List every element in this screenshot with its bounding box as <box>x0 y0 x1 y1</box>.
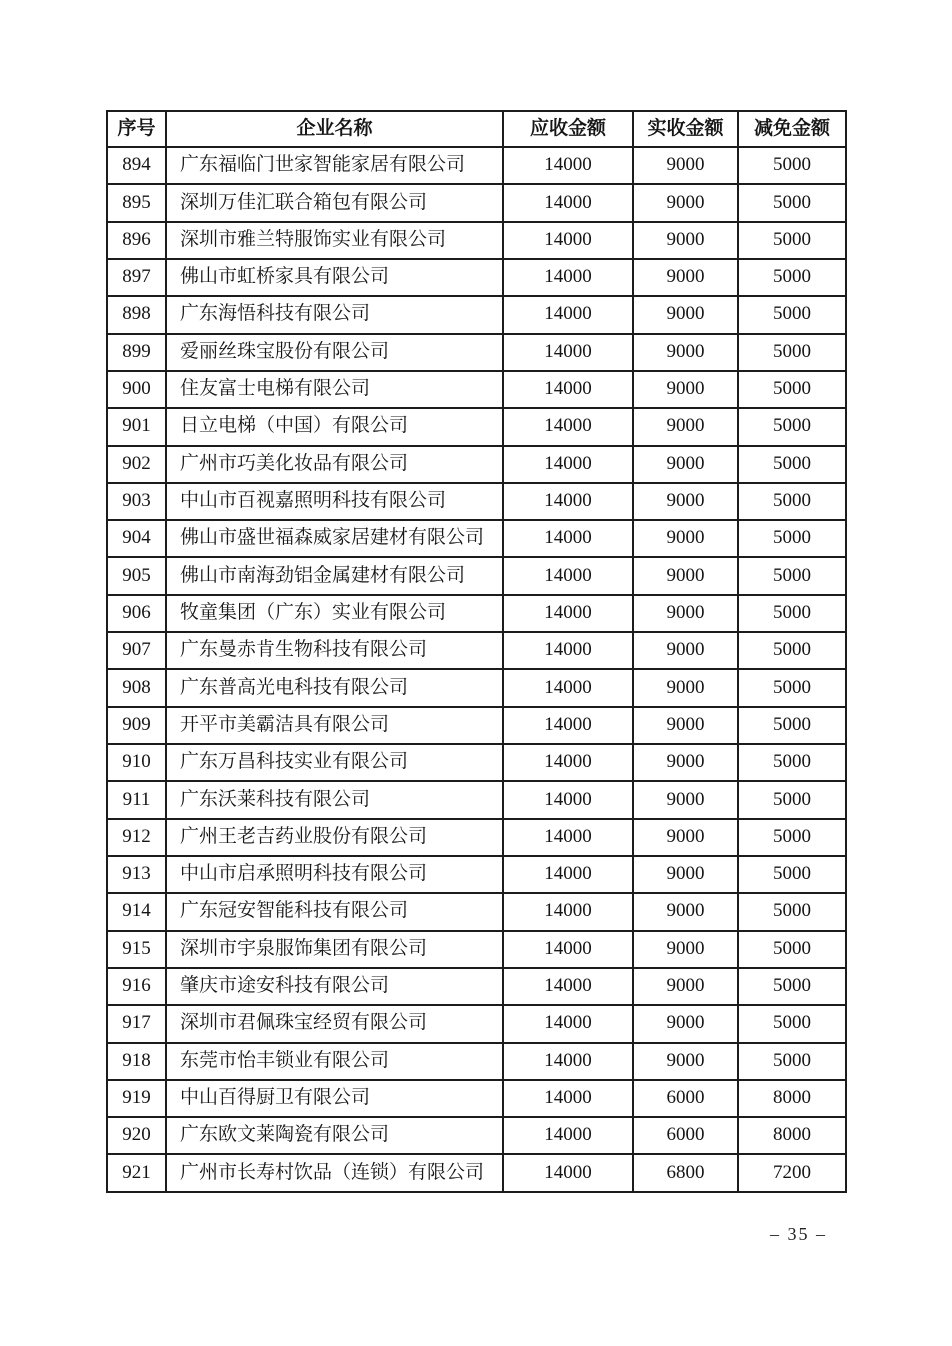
serial-number-cell: 916 <box>107 968 166 1005</box>
amount-received-cell: 9000 <box>633 669 738 706</box>
table-body <box>107 147 846 1192</box>
table-row <box>107 893 846 930</box>
amount-reduced-cell: 5000 <box>738 1005 846 1042</box>
amount-received-cell: 9000 <box>633 595 738 632</box>
company-name-cell: 深圳万佳汇联合箱包有限公司 <box>166 184 503 221</box>
company-name-cell: 深圳市君佩珠宝经贸有限公司 <box>166 1005 503 1042</box>
company-name-cell: 日立电梯（中国）有限公司 <box>166 408 503 445</box>
amount-received-cell: 6800 <box>633 1154 738 1192</box>
serial-number-cell: 902 <box>107 446 166 483</box>
amount-receivable-cell: 14000 <box>503 222 633 259</box>
col-header-company: 企业名称 <box>166 111 503 147</box>
amount-reduced-cell: 5000 <box>738 781 846 818</box>
amount-received-cell: 9000 <box>633 781 738 818</box>
company-name-cell: 深圳市雅兰特服饰实业有限公司 <box>166 222 503 259</box>
col-header-receivable: 应收金额 <box>503 111 633 147</box>
serial-number-cell: 908 <box>107 669 166 706</box>
amount-received-cell: 9000 <box>633 632 738 669</box>
table-row <box>107 557 846 594</box>
amount-reduced-cell: 5000 <box>738 707 846 744</box>
amount-received-cell: 9000 <box>633 968 738 1005</box>
serial-number-cell: 899 <box>107 334 166 371</box>
company-name-cell: 东莞市怡丰锁业有限公司 <box>166 1043 503 1080</box>
amount-reduced-cell: 5000 <box>738 371 846 408</box>
amount-received-cell: 9000 <box>633 371 738 408</box>
serial-number-cell: 918 <box>107 1043 166 1080</box>
table-row <box>107 819 846 856</box>
amount-reduced-cell: 5000 <box>738 334 846 371</box>
serial-number-cell: 921 <box>107 1154 166 1192</box>
amount-received-cell: 9000 <box>633 744 738 781</box>
amount-received-cell: 9000 <box>633 856 738 893</box>
serial-number-cell: 894 <box>107 147 166 184</box>
table-row <box>107 968 846 1005</box>
amount-receivable-cell: 14000 <box>503 632 633 669</box>
amount-received-cell: 9000 <box>633 184 738 221</box>
company-name-cell: 佛山市盛世福森威家居建材有限公司 <box>166 520 503 557</box>
table-row <box>107 931 846 968</box>
col-header-reduction: 减免金额 <box>738 111 846 147</box>
fee-reduction-table <box>106 110 847 1193</box>
serial-number-cell: 898 <box>107 296 166 333</box>
amount-receivable-cell: 14000 <box>503 669 633 706</box>
company-name-cell: 广东冠安智能科技有限公司 <box>166 893 503 930</box>
amount-receivable-cell: 14000 <box>503 1080 633 1117</box>
serial-number-cell: 915 <box>107 931 166 968</box>
table-row <box>107 632 846 669</box>
amount-receivable-cell: 14000 <box>503 1043 633 1080</box>
amount-receivable-cell: 14000 <box>503 520 633 557</box>
amount-reduced-cell: 5000 <box>738 819 846 856</box>
amount-reduced-cell: 8000 <box>738 1080 846 1117</box>
table-row <box>107 669 846 706</box>
table-row <box>107 446 846 483</box>
serial-number-cell: 909 <box>107 707 166 744</box>
company-name-cell: 广州市长寿村饮品（连锁）有限公司 <box>166 1154 503 1192</box>
col-header-received: 实收金额 <box>633 111 738 147</box>
amount-received-cell: 9000 <box>633 147 738 184</box>
serial-number-cell: 900 <box>107 371 166 408</box>
col-header-serial: 序号 <box>107 111 166 147</box>
amount-receivable-cell: 14000 <box>503 1005 633 1042</box>
amount-reduced-cell: 5000 <box>738 259 846 296</box>
amount-received-cell: 9000 <box>633 893 738 930</box>
amount-reduced-cell: 5000 <box>738 147 846 184</box>
table-row <box>107 744 846 781</box>
amount-reduced-cell: 5000 <box>738 893 846 930</box>
amount-reduced-cell: 5000 <box>738 931 846 968</box>
amount-reduced-cell: 5000 <box>738 296 846 333</box>
serial-number-cell: 901 <box>107 408 166 445</box>
company-name-cell: 佛山市虹桥家具有限公司 <box>166 259 503 296</box>
amount-received-cell: 9000 <box>633 707 738 744</box>
amount-received-cell: 9000 <box>633 408 738 445</box>
amount-reduced-cell: 5000 <box>738 483 846 520</box>
amount-received-cell: 9000 <box>633 1043 738 1080</box>
amount-received-cell: 9000 <box>633 1005 738 1042</box>
company-name-cell: 牧童集团（广东）实业有限公司 <box>166 595 503 632</box>
amount-receivable-cell: 14000 <box>503 147 633 184</box>
amount-received-cell: 9000 <box>633 259 738 296</box>
table-row <box>107 1005 846 1042</box>
company-name-cell: 广州市巧美化妆品有限公司 <box>166 446 503 483</box>
amount-received-cell: 9000 <box>633 222 738 259</box>
amount-receivable-cell: 14000 <box>503 781 633 818</box>
amount-receivable-cell: 14000 <box>503 334 633 371</box>
amount-receivable-cell: 14000 <box>503 184 633 221</box>
page-number: – 35 – <box>770 1224 827 1244</box>
amount-receivable-cell: 14000 <box>503 1154 633 1192</box>
amount-receivable-cell: 14000 <box>503 259 633 296</box>
amount-receivable-cell: 14000 <box>503 446 633 483</box>
table-row <box>107 147 846 184</box>
amount-receivable-cell: 14000 <box>503 1117 633 1154</box>
serial-number-cell: 905 <box>107 557 166 594</box>
amount-reduced-cell: 8000 <box>738 1117 846 1154</box>
amount-reduced-cell: 5000 <box>738 222 846 259</box>
table-row <box>107 259 846 296</box>
table-row <box>107 1080 846 1117</box>
amount-received-cell: 6000 <box>633 1080 738 1117</box>
serial-number-cell: 903 <box>107 483 166 520</box>
company-name-cell: 广东欧文莱陶瓷有限公司 <box>166 1117 503 1154</box>
table-row <box>107 781 846 818</box>
table-row <box>107 184 846 221</box>
company-name-cell: 广东曼赤肯生物科技有限公司 <box>166 632 503 669</box>
company-name-cell: 佛山市南海劲铝金属建材有限公司 <box>166 557 503 594</box>
amount-receivable-cell: 14000 <box>503 483 633 520</box>
company-name-cell: 中山百得厨卫有限公司 <box>166 1080 503 1117</box>
company-name-cell: 深圳市宇泉服饰集团有限公司 <box>166 931 503 968</box>
serial-number-cell: 904 <box>107 520 166 557</box>
table-row <box>107 1043 846 1080</box>
table-row <box>107 1117 846 1154</box>
amount-reduced-cell: 5000 <box>738 968 846 1005</box>
amount-receivable-cell: 14000 <box>503 968 633 1005</box>
company-name-cell: 住友富士电梯有限公司 <box>166 371 503 408</box>
company-name-cell: 广州王老吉药业股份有限公司 <box>166 819 503 856</box>
table-row <box>107 856 846 893</box>
table-row <box>107 334 846 371</box>
amount-received-cell: 9000 <box>633 931 738 968</box>
amount-reduced-cell: 5000 <box>738 744 846 781</box>
company-name-cell: 广东普高光电科技有限公司 <box>166 669 503 706</box>
serial-number-cell: 907 <box>107 632 166 669</box>
amount-receivable-cell: 14000 <box>503 744 633 781</box>
table-row <box>107 707 846 744</box>
amount-reduced-cell: 7200 <box>738 1154 846 1192</box>
company-name-cell: 中山市启承照明科技有限公司 <box>166 856 503 893</box>
serial-number-cell: 906 <box>107 595 166 632</box>
table-row <box>107 296 846 333</box>
table-row <box>107 371 846 408</box>
company-name-cell: 广东万昌科技实业有限公司 <box>166 744 503 781</box>
amount-reduced-cell: 5000 <box>738 1043 846 1080</box>
amount-reduced-cell: 5000 <box>738 856 846 893</box>
serial-number-cell: 911 <box>107 781 166 818</box>
company-name-cell: 开平市美霸洁具有限公司 <box>166 707 503 744</box>
amount-reduced-cell: 5000 <box>738 184 846 221</box>
amount-receivable-cell: 14000 <box>503 893 633 930</box>
amount-reduced-cell: 5000 <box>738 632 846 669</box>
serial-number-cell: 917 <box>107 1005 166 1042</box>
serial-number-cell: 913 <box>107 856 166 893</box>
table-row <box>107 595 846 632</box>
amount-reduced-cell: 5000 <box>738 520 846 557</box>
amount-received-cell: 9000 <box>633 557 738 594</box>
amount-receivable-cell: 14000 <box>503 707 633 744</box>
amount-reduced-cell: 5000 <box>738 557 846 594</box>
amount-receivable-cell: 14000 <box>503 931 633 968</box>
table-row <box>107 520 846 557</box>
company-name-cell: 广东海悟科技有限公司 <box>166 296 503 333</box>
table-header-row <box>107 111 846 147</box>
amount-receivable-cell: 14000 <box>503 408 633 445</box>
table-row <box>107 1154 846 1192</box>
amount-received-cell: 9000 <box>633 334 738 371</box>
company-name-cell: 中山市百视嘉照明科技有限公司 <box>166 483 503 520</box>
serial-number-cell: 896 <box>107 222 166 259</box>
serial-number-cell: 895 <box>107 184 166 221</box>
serial-number-cell: 919 <box>107 1080 166 1117</box>
amount-received-cell: 9000 <box>633 483 738 520</box>
serial-number-cell: 914 <box>107 893 166 930</box>
amount-receivable-cell: 14000 <box>503 856 633 893</box>
amount-reduced-cell: 5000 <box>738 595 846 632</box>
amount-receivable-cell: 14000 <box>503 557 633 594</box>
table-row <box>107 483 846 520</box>
serial-number-cell: 920 <box>107 1117 166 1154</box>
amount-received-cell: 6000 <box>633 1117 738 1154</box>
amount-reduced-cell: 5000 <box>738 408 846 445</box>
company-name-cell: 广东福临门世家智能家居有限公司 <box>166 147 503 184</box>
company-name-cell: 爱丽丝珠宝股份有限公司 <box>166 334 503 371</box>
amount-receivable-cell: 14000 <box>503 595 633 632</box>
amount-received-cell: 9000 <box>633 520 738 557</box>
serial-number-cell: 912 <box>107 819 166 856</box>
serial-number-cell: 910 <box>107 744 166 781</box>
amount-received-cell: 9000 <box>633 446 738 483</box>
company-name-cell: 广东沃莱科技有限公司 <box>166 781 503 818</box>
amount-receivable-cell: 14000 <box>503 371 633 408</box>
company-name-cell: 肇庆市途安科技有限公司 <box>166 968 503 1005</box>
table-row <box>107 222 846 259</box>
amount-received-cell: 9000 <box>633 296 738 333</box>
amount-reduced-cell: 5000 <box>738 669 846 706</box>
amount-receivable-cell: 14000 <box>503 296 633 333</box>
table-row <box>107 408 846 445</box>
amount-received-cell: 9000 <box>633 819 738 856</box>
amount-receivable-cell: 14000 <box>503 819 633 856</box>
serial-number-cell: 897 <box>107 259 166 296</box>
amount-reduced-cell: 5000 <box>738 446 846 483</box>
